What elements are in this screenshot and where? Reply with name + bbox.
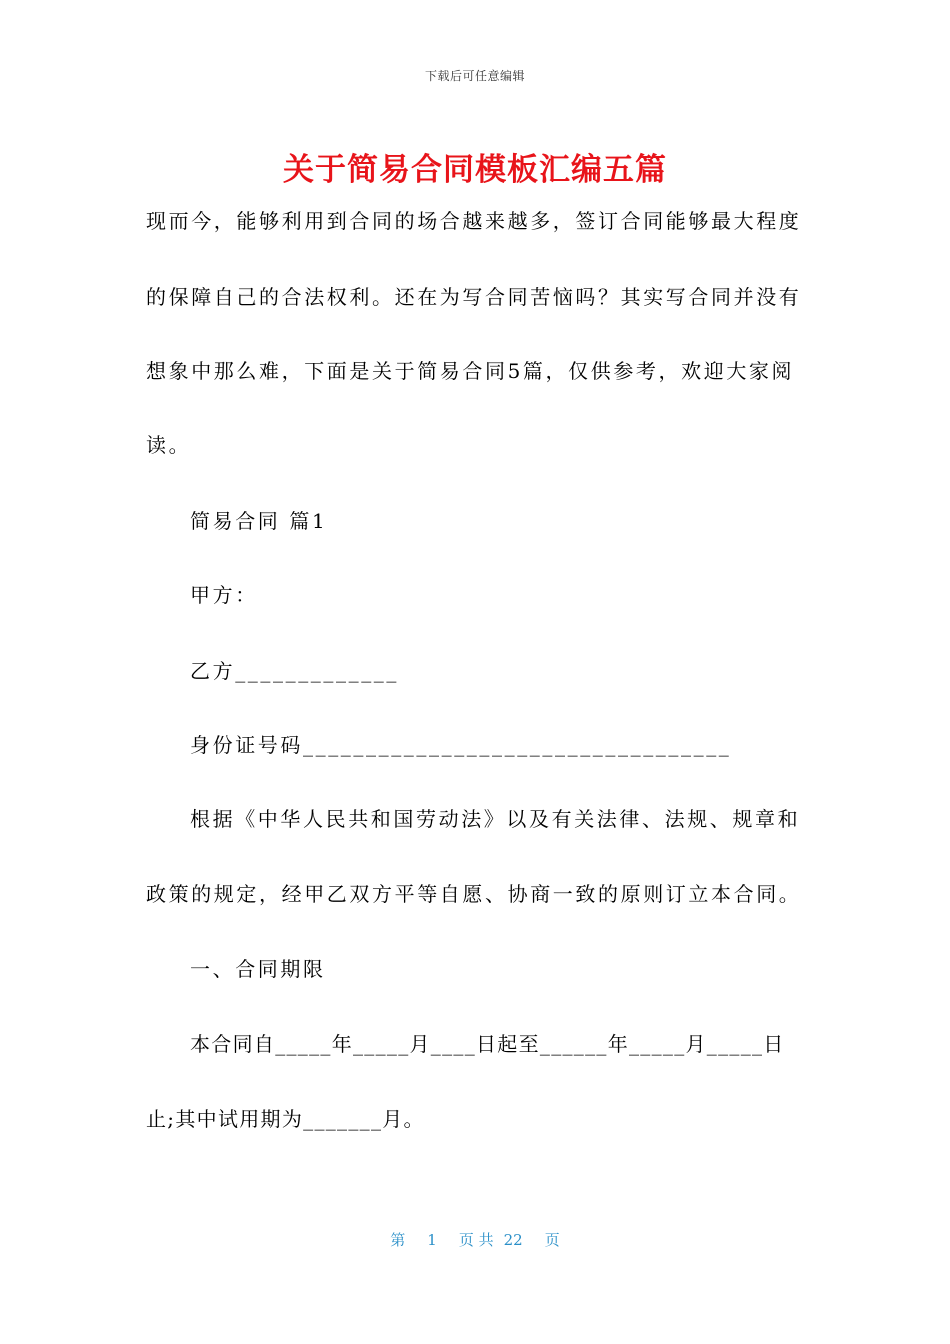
footer-total-pages: 22 [503, 1231, 523, 1249]
footer-page-prefix: 第 [390, 1231, 406, 1249]
section-heading: 简易合同 篇1 [190, 509, 328, 533]
paragraph-line: 读。 [146, 433, 192, 457]
party-b-line: 乙方_____________ [190, 659, 399, 683]
footer-page-suffix: 页 [544, 1231, 560, 1249]
paragraph-line: 想象中那么难，下面是关于简易合同5篇，仅供参考，欢迎大家阅 [146, 359, 795, 383]
clause-heading: 一、合同期限 [190, 957, 326, 981]
paragraph-line: 本合同自_____年_____月____日起至______年_____月_____日 [190, 1032, 785, 1056]
id-number-line: 身份证号码__________________________________ [190, 733, 732, 757]
page-footer [0, 1229, 950, 1250]
paragraph-line: 现而今，能够利用到合同的场合越来越多，签订合同能够最大程度 [146, 209, 802, 233]
paragraph-line: 根据《中华人民共和国劳动法》以及有关法律、法规、规章和 [190, 807, 801, 831]
header-note: 下载后可任意编辑 [424, 69, 525, 83]
paragraph-line: 止;其中试用期为_______月。 [146, 1107, 425, 1131]
paragraph-line: 政策的规定，经甲乙双方平等自愿、协商一致的原则订立本合同。 [146, 882, 802, 906]
paragraph-line: 的保障自己的合法权利。还在为写合同苦恼吗？其实写合同并没有 [146, 285, 802, 309]
document-title: 关于简易合同模板汇编五篇 [283, 152, 667, 188]
party-a-line: 甲方： [190, 583, 258, 607]
footer-page-number: 1 [427, 1231, 437, 1249]
footer-page-mid: 页 共 [458, 1231, 494, 1249]
